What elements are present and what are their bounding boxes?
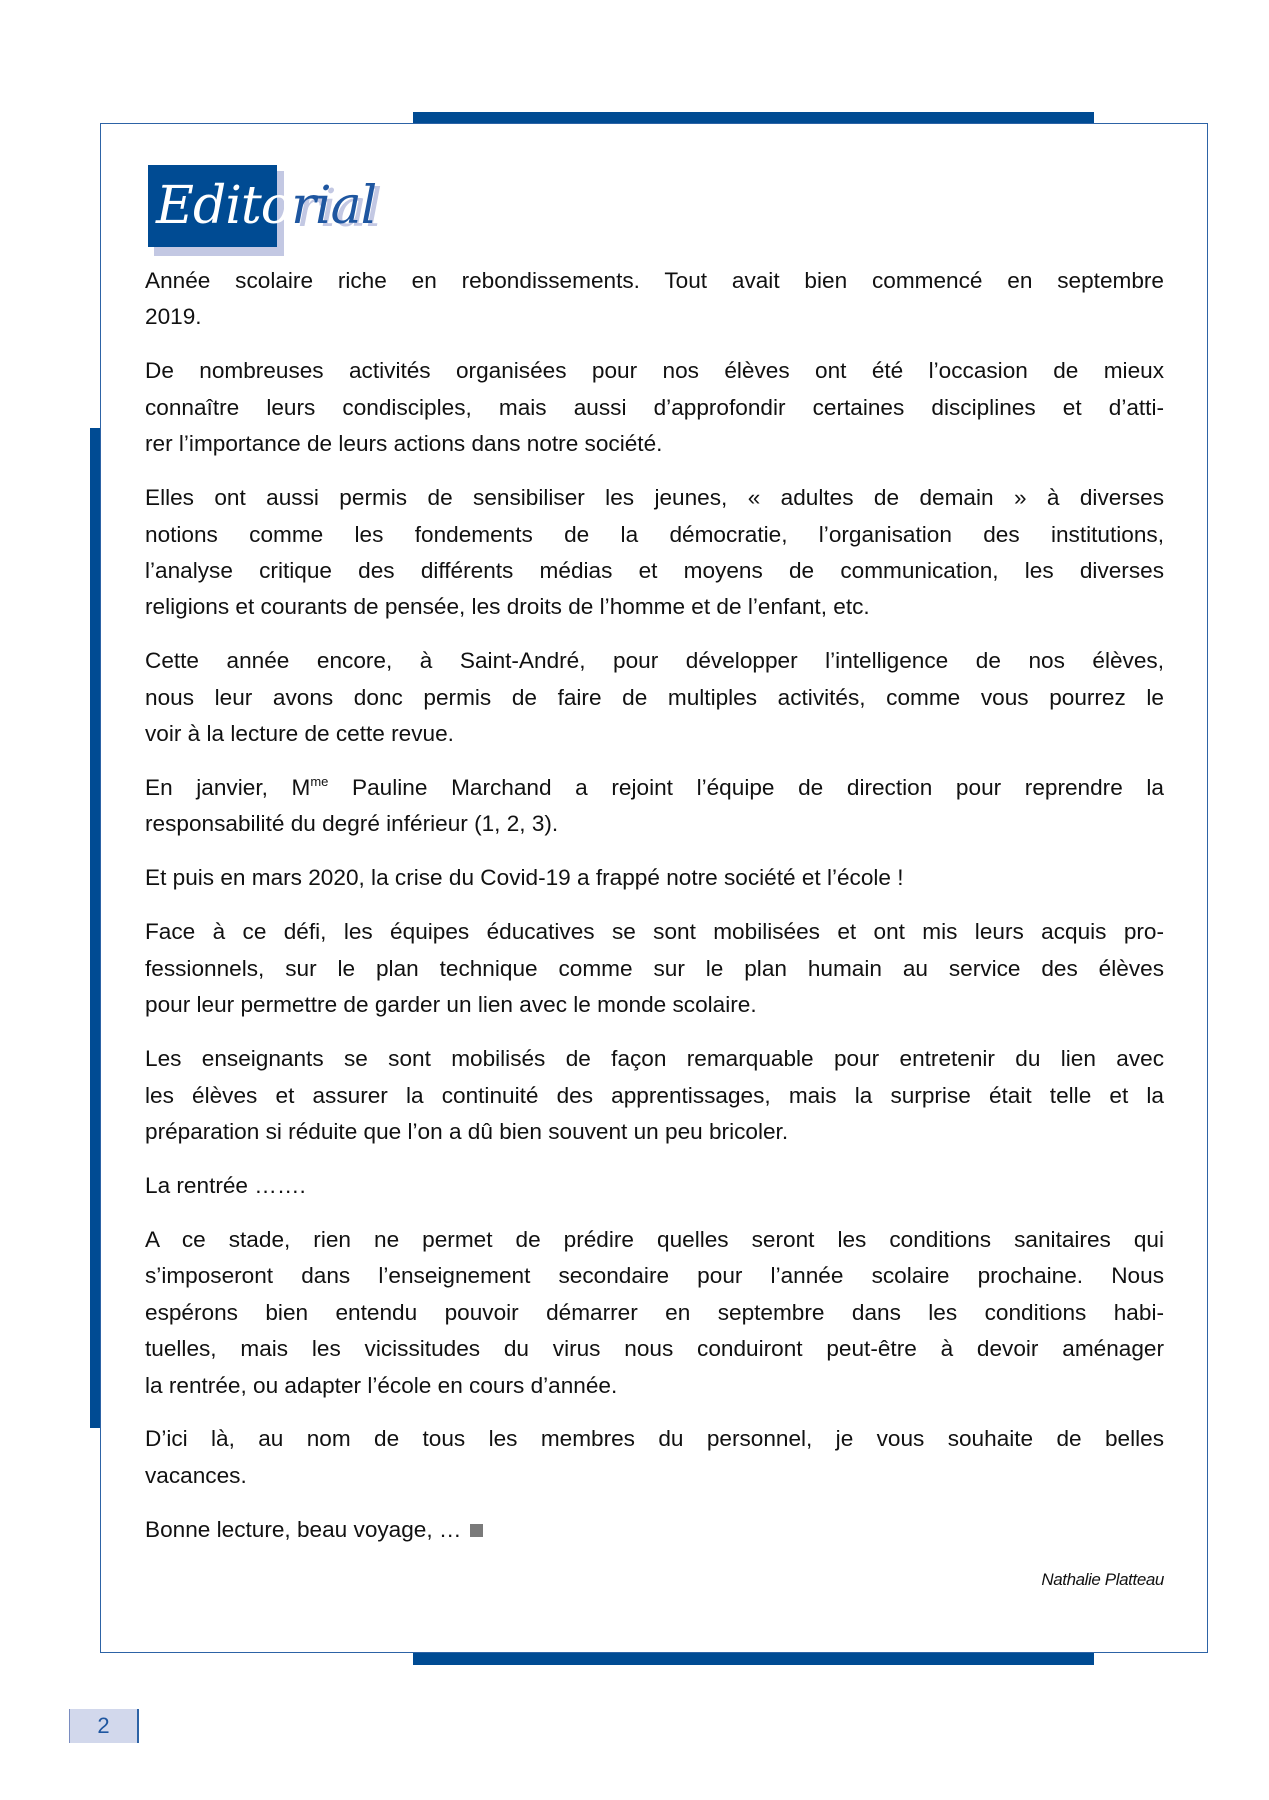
- text-segment: En janvier, M: [145, 775, 311, 801]
- text-line: tuelles, mais les vicissitudes du virus nous conduiront peut-être à devoir aménager: [145, 1336, 1164, 1362]
- text-line: préparation si réduite que l’on a dû bien souvent un peu bricoler.: [145, 1118, 789, 1144]
- text-line: A ce stade, rien ne permet de prédire quelles seront les conditions sanitaires qui: [145, 1226, 1164, 1252]
- paragraph: [145, 643, 1164, 752]
- logo-text-outside: rial: [291, 176, 377, 236]
- paragraph: [145, 480, 1164, 626]
- paragraph: [145, 263, 1164, 336]
- text-line: nous leur avons donc permis de faire de multiples activités, comme vous pourrez le: [145, 684, 1164, 710]
- text-line: s’imposeront dans l’enseignement secondaire pour l’année scolaire prochaine. Nous: [145, 1263, 1164, 1289]
- text-line: vacances.: [145, 1462, 247, 1488]
- text-line: Les enseignants se sont mobilisés de façon remarquable pour entretenir du lien avec: [145, 1046, 1164, 1072]
- paragraph: [145, 914, 1164, 1023]
- paragraph: [145, 1421, 1164, 1494]
- text-line: pour leur permettre de garder un lien avec le monde scolaire.: [145, 992, 757, 1018]
- paragraph: [145, 353, 1164, 462]
- text-line: voir à la lecture de cette revue.: [145, 721, 454, 747]
- text-line: l’analyse critique des différents médias et moyens de communication, les diverses: [145, 557, 1164, 583]
- bottom-accent-bar: [413, 1653, 1094, 1665]
- text-line: responsabilité du degré inférieur (1, 2, 3).: [145, 811, 559, 837]
- text-line: espérons bien entendu pouvoir démarrer en septembre dans les conditions habi-: [145, 1299, 1164, 1325]
- paragraph: [145, 1222, 1164, 1404]
- logo-text-inside: Edito: [156, 176, 292, 236]
- text-line: Face à ce défi, les équipes éducatives se sont mobilisées et ont mis leurs acquis pro-: [145, 919, 1164, 945]
- paragraph: [145, 1041, 1164, 1150]
- text-line: Et puis en mars 2020, la crise du Covid-19 a frappé notre société et l’école !: [145, 865, 904, 891]
- text-line: Cette année encore, à Saint-André, pour développer l’intelligence de nos élèves,: [145, 648, 1164, 674]
- paragraph: [145, 860, 1164, 896]
- paragraph: [145, 770, 1164, 843]
- article-body: [145, 263, 1164, 1566]
- text-line: notions comme les fondements de la démocratie, l’organisation des institutions,: [145, 521, 1164, 547]
- paragraph: [145, 1168, 1164, 1204]
- text-line: fessionnels, sur le plan technique comme sur le plan humain au service des élèves: [145, 955, 1164, 981]
- editorial-logo: [148, 165, 388, 255]
- signature: Nathalie Platteau: [1041, 1570, 1164, 1589]
- text-line: Elles ont aussi permis de sensibiliser les jeunes, « adultes de demain » à diverses: [145, 485, 1164, 511]
- text-line: [145, 1512, 1164, 1548]
- paragraph: [145, 1512, 1164, 1548]
- text-segment: Bonne lecture, beau voyage, …: [145, 1516, 462, 1542]
- text-line: 2019.: [145, 304, 202, 330]
- logo-word: [156, 169, 376, 243]
- text-line: Année scolaire riche en rebondissements. Tout avait bien commencé en septembre: [145, 268, 1164, 293]
- text-line: les élèves et assurer la continuité des apprentissages, mais la surprise était telle et la: [145, 1082, 1164, 1108]
- text-line: [145, 770, 1164, 806]
- superscript: me: [310, 774, 329, 790]
- text-line: rer l’importance de leurs actions dans notre société.: [145, 431, 663, 457]
- text-line: D’ici là, au nom de tous les membres du personnel, je vous souhaite de belles: [145, 1426, 1164, 1452]
- text-line: religions et courants de pensée, les droits de l’homme et de l’enfant, etc.: [145, 594, 870, 620]
- text-segment: Pauline Marchand a rejoint l’équipe de direction pour reprendre la: [328, 775, 1164, 801]
- page-number: 2: [69, 1709, 139, 1743]
- text-line: la rentrée, ou adapter l’école en cours d’année.: [145, 1372, 618, 1398]
- text-line: connaître leurs condisciples, mais aussi d’approfondir certaines disciplines et d’atti-: [145, 394, 1164, 420]
- left-accent-bar: [90, 428, 100, 1428]
- text-line: De nombreuses activités organisées pour nos élèves ont été l’occasion de mieux: [145, 358, 1164, 384]
- text-line: La rentrée …….: [145, 1172, 306, 1198]
- end-of-article-square-icon: [470, 1524, 483, 1537]
